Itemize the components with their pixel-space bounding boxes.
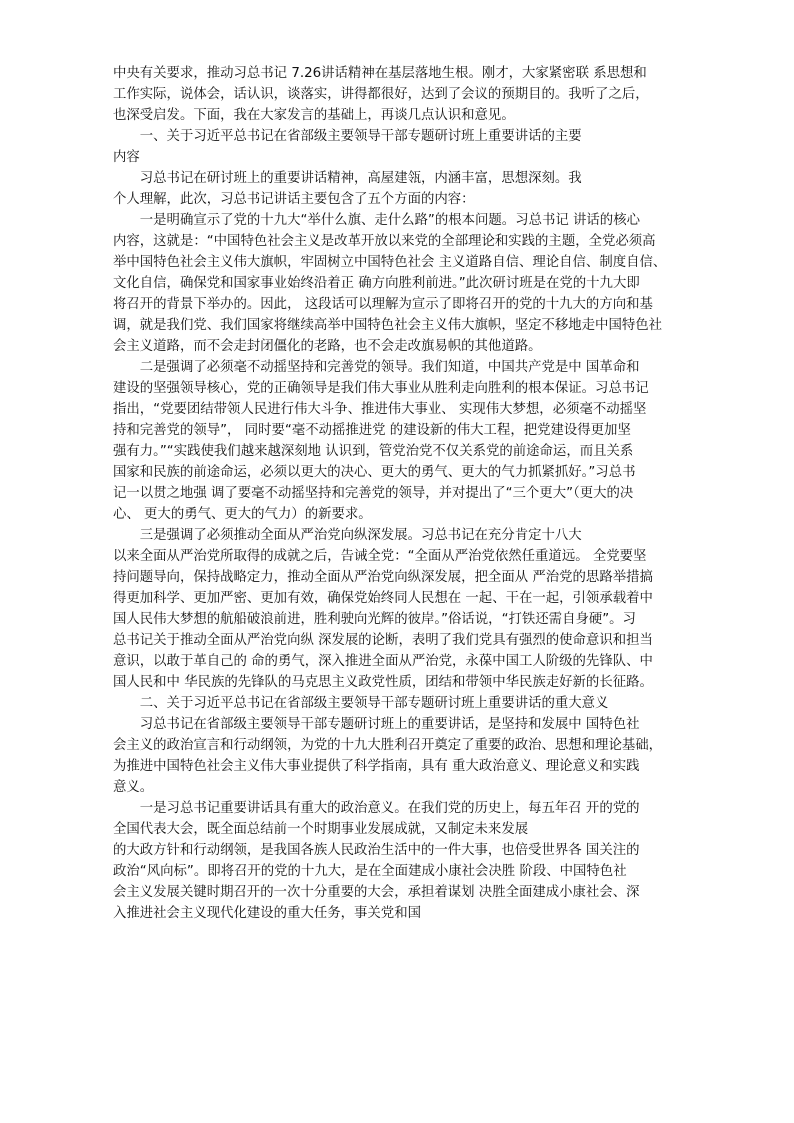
text-line: 意识，以敢于革自己的 命的勇气，深入推进全面从严治党，永葆中国工人阶级的先锋队、中 [113, 654, 653, 669]
text-line: 会主义发展关键时期召开的一次十分重要的大会，承担着谋划 决胜全面建成小康社会、深 [113, 885, 640, 900]
text-line: 持和完善党的领导”， 同时要“毫不动摇推进党 的建设新的伟大工程，把党建设得更加坚 [113, 423, 631, 438]
text-line: 内容，这就是：“中国特色社会主义是改革开放以来党的全部理论和实践的主题，全党必须高 [113, 234, 656, 249]
text-line: 总书记关于推动全面从严治党向纵 深发展的论断，表明了我们党具有强烈的使命意识和担当 [113, 633, 653, 648]
text-line: 记一以贯之地强 调了要毫不动摇坚持和完善党的领导，并对提出了“三个更大”（更大的决 [113, 486, 634, 501]
text-line: 的大政方针和行动纲领，是我国各族人民政治生活中的一件大事，也倍受世界各 国关注的 [113, 843, 640, 858]
text-line: 二是强调了必须毫不动摇坚持和完善党的领导。我们知道，中国共产党是中 国革命和 [113, 360, 640, 375]
text-line: 国人民和中 华民族的先锋队的马克思主义政党性质，团结和带领中华民族走好新的长征路。 [113, 675, 653, 690]
text-line: 文化自信，确保党和国家事业始终沿着正 确方向胜利前进。”此次研讨班是在党的十九大即 [113, 276, 640, 291]
text-line: 强有力。”“实践使我们越来越深刻地 认识到，管党治党不仅关系党的前途命运，而且关系 [113, 444, 634, 459]
text-line: 个人理解，此次，习总书记讲话主要包含了五个方面的内容： [113, 192, 475, 207]
text-line: 意义。 [113, 780, 154, 795]
text-line: 也深受启发。下面，我在大家发言的基础上，再谈几点认识和意见。 [113, 108, 515, 123]
text-line: 一是明确宣示了党的十九大“举什么旗、走什么路”的根本问题。习总书记 讲话的核心 [113, 213, 640, 228]
text-line: 举中国特色社会主义伟大旗帜，牢固树立中国特色社会 主义道路自信、理论自信、制度自信、 [113, 255, 667, 270]
text-line: 国家和民族的前途命运，必须以更大的决心、更大的勇气、更大的气力抓紧抓好。”习总书 [113, 465, 636, 480]
text-line: 将召开的背景下举办的。因此， 这段话可以理解为宣示了即将召开的党的十九大的方向和基 [113, 297, 653, 312]
text-line: 心、 更大的勇气、更大的气力）的新要求。 [113, 507, 372, 522]
text-line: 中央有关要求，推动习总书记 7.26讲话精神在基层落地生根。刚才，大家紧密联 系思想和 [113, 66, 647, 81]
text-line: 政治“风向标”。即将召开的党的十九大，是在全面建成小康社会决胜 阶段、中国特色社 [113, 864, 627, 879]
text-line: 三是强调了必须推动全面从严治党向纵深发展。习总书记在充分肯定十八大 [113, 528, 582, 543]
text-line: 会主义的政治宣言和行动纲领，为党的十九大胜利召开奠定了重要的政治、思想和理论基础， [113, 738, 663, 753]
text-line: 指出，“党要团结带领人民进行伟大斗争、推进伟大事业、 实现伟大梦想，必须毫不动摇坚 [113, 402, 647, 417]
section-heading-1-cont: 内容 [113, 150, 140, 165]
text-line: 得更加科学、更加严密、更加有效，确保党始终同人民想在 一起、干在一起，引领承载着中 [113, 591, 653, 606]
text-line: 国人民伟大梦想的航船破浪前进，胜利驶向光辉的彼岸。”俗话说，“打铁还需自身硬”。习 [113, 612, 636, 627]
text-line: 习总书记在研讨班上的重要讲话精神，高屋建瓴，内涵丰富，思想深刻。我 [113, 171, 582, 186]
section-heading-1: 一、关于习近平总书记在省部级主要领导干部专题研讨班上重要讲话的主要 [113, 129, 582, 144]
text-line: 持问题导向，保持战略定力，推动全面从严治党向纵深发展，把全面从 严治党的思路举措搞 [113, 570, 653, 585]
text-line: 入推进社会主义现代化建设的重大任务，事关党和国 [113, 906, 421, 921]
text-line: 一是习总书记重要讲话具有重大的政治意义。在我们党的历史上，每五年召 开的党的 [113, 801, 640, 816]
section-heading-2: 二、关于习近平总书记在省部级主要领导干部专题研讨班上重要讲话的重大意义 [113, 696, 609, 711]
text-line: 习总书记在省部级主要领导干部专题研讨班上的重要讲话，是坚持和发展中 国特色社 [113, 717, 640, 732]
text-line: 工作实际，说体会，话认识，谈落实，讲得都很好，达到了会议的预期目的。我听了之后， [113, 87, 649, 102]
text-line: 以来全面从严治党所取得的成就之后，告诫全党：“全面从严治党依然任重道远。 全党要坚 [113, 549, 647, 564]
text-line: 全国代表大会，既全面总结前一个时期事业发展成就，又制定未来发展 [113, 822, 529, 837]
text-line: 建设的坚强领导核心，党的正确领导是我们伟大事业从胜利走向胜利的根本保证。习总书记 [113, 381, 649, 396]
text-line: 会主义道路，而不会走封闭僵化的老路，也不会走改旗易帜的其他道路。 [113, 339, 542, 354]
text-line: 调，就是我们党、我们国家将继续高举中国特色社会主义伟大旗帜，坚定不移地走中国特色社 [113, 318, 663, 333]
text-line: 为推进中国特色社会主义伟大事业提供了科学指南，具有 重大政治意义、理论意义和实践 [113, 759, 640, 774]
